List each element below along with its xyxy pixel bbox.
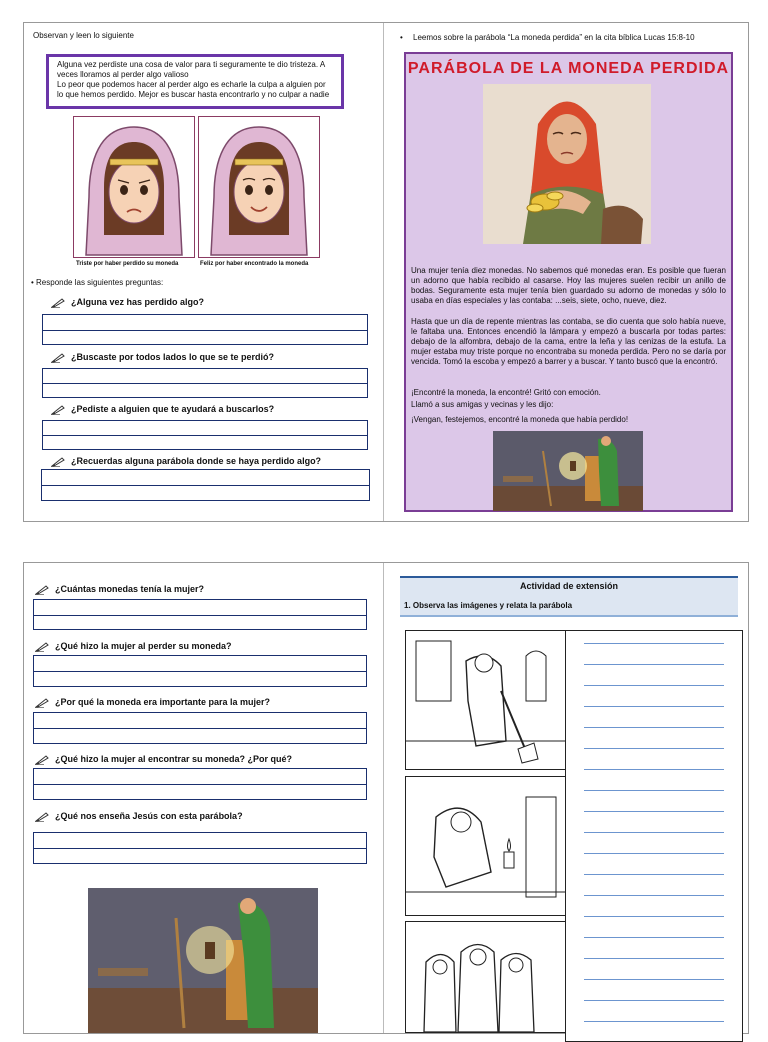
- pencil-icon: [51, 457, 65, 467]
- question-4: ¿Recuerdas alguna parábola donde se haya perdido algo?: [51, 456, 321, 467]
- pencil-icon: [35, 698, 49, 708]
- intro-text: Observan y leen lo siguiente: [33, 31, 134, 40]
- note-paragraph-2: Lo peor que podemos hacer al perder algo es echarle la culpa a alguien por lo que hemos perdido. Mejor es buscar hasta encontrarlo y no culpar a nadie: [57, 80, 330, 99]
- happy-girl-image: [198, 116, 320, 258]
- pencil-icon: [35, 642, 49, 652]
- caption-happy: Feliz por haber encontrado la moneda: [200, 261, 309, 267]
- parable-panel: [404, 52, 733, 512]
- activity-title: Actividad de extensión: [519, 581, 619, 591]
- column-divider: [383, 563, 384, 1033]
- question-2: ¿Buscaste por todos lados lo que se te perdió?: [51, 352, 274, 363]
- question-9: ¿Qué nos enseña Jesús con esta parábola?: [35, 811, 243, 822]
- question-3: ¿Pediste a alguien que te ayudará a buscarlos?: [51, 404, 274, 415]
- sad-girl-image: [73, 116, 195, 258]
- parable-paragraph-2: Hasta que un día de repente mientras las contaba, se dio cuenta que solo había nueve, le faltaba una. Entonces encendió la lámpara y empezó a buscarla por todas partes: debajo de la alfombra, debajo de la cama, entre la leña y las cenizas de la estufa. La mujer estaba muy triste porque no encontraba su moneda perdida. Pero no se daría por vencida. Tomó la escoba y empezó a barrer y a buscar. Y tanto buscó que la encontró.: [411, 317, 726, 366]
- woman-lamp-image: [493, 431, 643, 511]
- answer-box-5[interactable]: [33, 599, 367, 630]
- note-paragraph-1: Alguna vez perdiste una cosa de valor para ti seguramente te dio tristeza. A veces lloramos al perder algo valioso: [57, 60, 325, 79]
- instruction-text: • Responde las siguientes preguntas:: [31, 278, 164, 287]
- bullet: •: [400, 33, 403, 42]
- woman-coins-image: [483, 84, 651, 244]
- reflection-note: [46, 54, 344, 109]
- answer-box-1[interactable]: [42, 314, 368, 345]
- answer-box-2[interactable]: [42, 368, 368, 398]
- answer-box-9[interactable]: [33, 832, 367, 864]
- sketch-searching: [405, 776, 566, 916]
- column-divider: [383, 23, 384, 521]
- parable-paragraph-1: Una mujer tenía diez monedas. No sabemos qué monedas eran. Es posible que fueran un adorno que había recibido al casarse. Hoy las mujeres suelen recibir un anillo de bodas. Seguramente esta mujer tenía bien guardado su adorno de monedas y sólo lo usaba en días especiales y las contaba: ...seis, siete, ocho, nueve, diez.: [411, 266, 726, 305]
- parable-paragraph-4: Llamó a sus amigas y vecinas y les dijo:: [411, 400, 554, 409]
- answer-box-3[interactable]: [42, 420, 368, 450]
- pencil-icon: [35, 585, 49, 595]
- question-8: ¿Qué hizo la mujer al encontrar su moneda? ¿Por qué?: [35, 754, 292, 765]
- answer-box-6[interactable]: [33, 655, 367, 687]
- reading-intro: Leemos sobre la parábola “La moneda perdida” en la cita bíblica Lucas 15:8-10: [413, 33, 695, 42]
- answer-box-8[interactable]: [33, 768, 367, 800]
- question-6: ¿Qué hizo la mujer al perder su moneda?: [35, 641, 232, 652]
- sketch-celebrating: [405, 921, 566, 1033]
- parable-paragraph-5: ¡Vengan, festejemos, encontré la moneda que había perdido!: [411, 415, 629, 424]
- writing-lines-box[interactable]: [565, 630, 743, 1042]
- question-5: ¿Cuántas monedas tenía la mujer?: [35, 584, 204, 595]
- worksheet-page-2: [23, 562, 749, 1034]
- pencil-icon: [51, 405, 65, 415]
- answer-box-7[interactable]: [33, 712, 367, 744]
- activity-instruction: 1. Observa las imágenes y relata la parábola: [404, 601, 573, 610]
- parable-paragraph-3: ¡Encontré la moneda, la encontré! Gritó con emoción.: [411, 388, 601, 397]
- pencil-icon: [51, 298, 65, 308]
- worksheet-page-1: [23, 22, 749, 522]
- question-1: ¿Alguna vez has perdido algo?: [51, 297, 204, 308]
- activity-header: [400, 576, 738, 617]
- pencil-icon: [35, 755, 49, 765]
- pencil-icon: [35, 812, 49, 822]
- answer-box-4[interactable]: [41, 469, 370, 501]
- caption-sad: Triste por haber perdido su moneda: [76, 261, 179, 267]
- question-7: ¿Por qué la moneda era importante para la mujer?: [35, 697, 270, 708]
- woman-lamp-image-large: [88, 888, 318, 1033]
- sketch-sweeping: [405, 630, 566, 770]
- parable-title: PARÁBOLA DE LA MONEDA PERDIDA: [407, 60, 730, 77]
- pencil-icon: [51, 353, 65, 363]
